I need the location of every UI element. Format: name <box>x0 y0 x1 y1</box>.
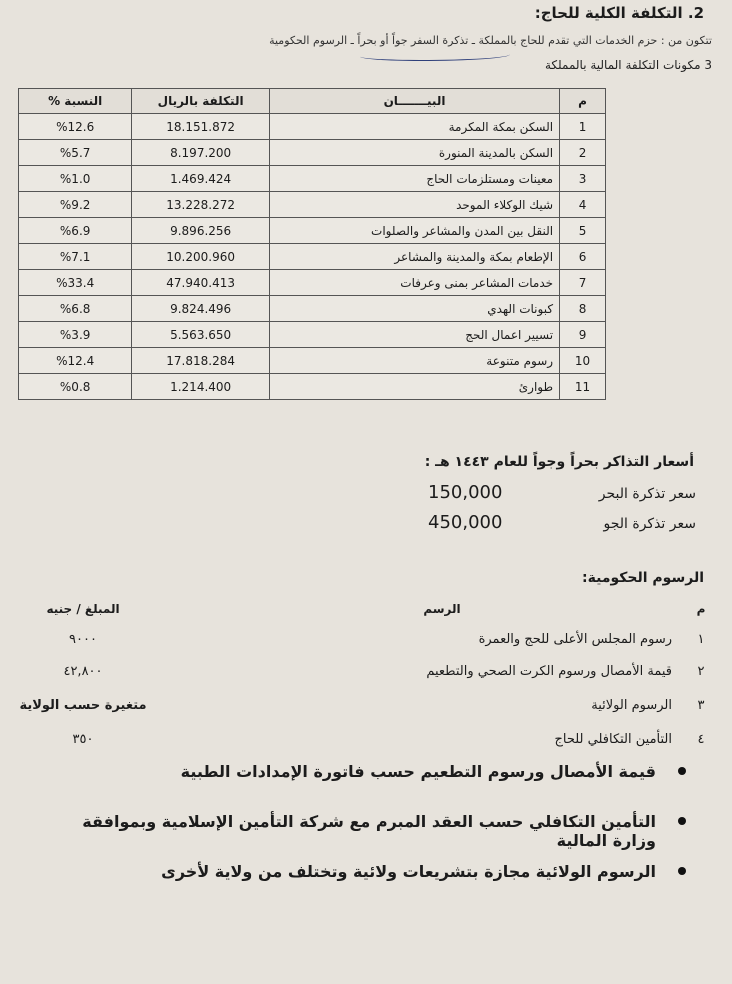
row-item: الإطعام بمكة والمدينة والمشاعر <box>269 244 559 270</box>
gov-header-name: الرسم <box>423 602 461 616</box>
gov-header-index: م <box>696 602 706 616</box>
row-index: 6 <box>560 244 606 270</box>
row-percent: %6.8 <box>19 296 132 322</box>
row-percent: %7.1 <box>19 244 132 270</box>
row-percent: %1.0 <box>19 166 132 192</box>
row-cost: 13.228.272 <box>132 192 270 218</box>
header-cost: التكلفة بالريال <box>132 89 270 114</box>
list-item <box>66 812 686 862</box>
gov-fee-row <box>12 698 705 724</box>
row-item: خدمات المشاعر بمنى وعرفات <box>269 270 559 296</box>
table-row <box>19 322 606 348</box>
row-cost: 47.940.413 <box>132 270 270 296</box>
table-row <box>19 244 606 270</box>
row-item: رسوم متنوعة <box>269 348 559 374</box>
table-row <box>19 270 606 296</box>
gov-fees-header <box>12 602 706 628</box>
gov-row-amount: ٣٥٠ <box>72 732 94 747</box>
row-cost: 17.818.284 <box>132 348 270 374</box>
ticket-price: 450,000 <box>428 512 503 533</box>
row-cost: 10.200.960 <box>132 244 270 270</box>
row-percent: %5.7 <box>19 140 132 166</box>
gov-row-amount: ٩٠٠٠ <box>69 632 97 647</box>
row-item: تسيير اعمال الحج <box>269 322 559 348</box>
table-row <box>19 374 606 400</box>
row-index: 4 <box>560 192 606 218</box>
row-index: 2 <box>560 140 606 166</box>
ticket-row-sea <box>16 482 696 508</box>
gov-row-index: ٢ <box>697 664 705 679</box>
row-item: كبونات الهدي <box>269 296 559 322</box>
row-percent: %0.8 <box>19 374 132 400</box>
row-index: 9 <box>560 322 606 348</box>
row-percent: %3.9 <box>19 322 132 348</box>
table-row <box>19 218 606 244</box>
gov-row-index: ١ <box>697 632 705 647</box>
row-percent: %12.6 <box>19 114 132 140</box>
gov-header-amount: المبلغ / جنيه <box>46 602 120 616</box>
row-item: النقل بين المدن والمشاعر والصلوات <box>269 218 559 244</box>
gov-row-index: ٤ <box>697 732 705 747</box>
section-number: 2 <box>693 4 704 22</box>
row-percent: %6.9 <box>19 218 132 244</box>
gov-row-index: ٣ <box>697 698 705 713</box>
row-index: 5 <box>560 218 606 244</box>
row-cost: 18.151.872 <box>132 114 270 140</box>
list-item <box>66 862 686 912</box>
gov-row-name: التأمين التكافلي للحاج <box>554 732 672 747</box>
bullet-icon <box>678 767 686 775</box>
header-index: م <box>560 89 606 114</box>
gov-row-amount: متغيرة حسب الولاية <box>19 698 147 713</box>
row-index: 3 <box>560 166 606 192</box>
row-percent: %9.2 <box>19 192 132 218</box>
gov-fee-row <box>12 664 705 690</box>
subheading <box>12 58 712 72</box>
cost-table-header <box>19 89 606 114</box>
row-item: السكن بالمدينة المنورة <box>269 140 559 166</box>
bullet-icon <box>678 867 686 875</box>
subheading-title: مكونات التكلفة المالية بالمملكة <box>544 58 701 72</box>
ticket-label: سعر تذكرة البحر <box>598 486 696 502</box>
note-text: الرسوم الولائية مجازة بتشريعات ولائية وتختلف من ولاية لأخرى <box>161 862 656 881</box>
row-index: 7 <box>560 270 606 296</box>
gov-row-name: قيمة الأمصال ورسوم الكرت الصحي والتطعيم <box>426 664 672 679</box>
row-cost: 9.896.256 <box>132 218 270 244</box>
list-item <box>66 762 686 812</box>
table-row <box>19 296 606 322</box>
note-text: قيمة الأمصال ورسوم التطعيم حسب فاتورة الإمدادات الطبية <box>180 762 656 781</box>
row-item: السكن بمكة المكرمة <box>269 114 559 140</box>
row-cost: 8.197.200 <box>132 140 270 166</box>
gov-row-amount: ٤٢,٨٠٠ <box>63 664 103 679</box>
row-item: طوارئ <box>269 374 559 400</box>
cost-table <box>18 88 606 400</box>
intro-text: تتكون من : حزم الخدمات التي تقدم للحاج بالمملكة ـ تذكرة السفر جواً أو بحراً ـ الرسوم الحكومية <box>269 34 712 47</box>
gov-fee-row <box>12 732 705 758</box>
row-index: 10 <box>560 348 606 374</box>
table-row <box>19 114 606 140</box>
section-heading: 2. التكلفة الكلية للحاج: <box>534 4 704 22</box>
section-title: التكلفة الكلية للحاج: <box>534 4 683 22</box>
note-text: التأمين التكافلي حسب العقد المبرم مع شركة التأمين الإسلامية وبموافقة وزارة المالية <box>82 812 656 850</box>
row-index: 11 <box>560 374 606 400</box>
gov-row-name: الرسوم الولائية <box>591 698 672 713</box>
notes-list <box>66 762 686 912</box>
gov-fee-row <box>12 632 705 658</box>
row-index: 8 <box>560 296 606 322</box>
gov-fees-heading: الرسوم الحكومية: <box>582 570 704 586</box>
table-row <box>19 166 606 192</box>
bullet-icon <box>678 817 686 825</box>
table-row <box>19 348 606 374</box>
tickets-heading: أسعار التذاكر بحراً وجواً للعام ١٤٤٣ هـ : <box>424 454 694 470</box>
header-percent: النسبة % <box>19 89 132 114</box>
table-row <box>19 140 606 166</box>
subheading-number: 3 <box>704 58 712 72</box>
row-cost: 1.469.424 <box>132 166 270 192</box>
row-cost: 1.214.400 <box>132 374 270 400</box>
header-item: البيـــــــان <box>269 89 559 114</box>
row-item: شيك الوكلاء الموحد <box>269 192 559 218</box>
ticket-row-air <box>16 512 696 538</box>
gov-row-name: رسوم المجلس الأعلى للحج والعمرة <box>478 632 672 647</box>
row-item: معينات ومستلزمات الحاج <box>269 166 559 192</box>
row-cost: 5.563.650 <box>132 322 270 348</box>
ticket-label: سعر تذكرة الجو <box>603 516 696 532</box>
row-percent: %33.4 <box>19 270 132 296</box>
table-row <box>19 192 606 218</box>
row-index: 1 <box>560 114 606 140</box>
ticket-price: 150,000 <box>428 482 503 503</box>
row-cost: 9.824.496 <box>132 296 270 322</box>
row-percent: %12.4 <box>19 348 132 374</box>
